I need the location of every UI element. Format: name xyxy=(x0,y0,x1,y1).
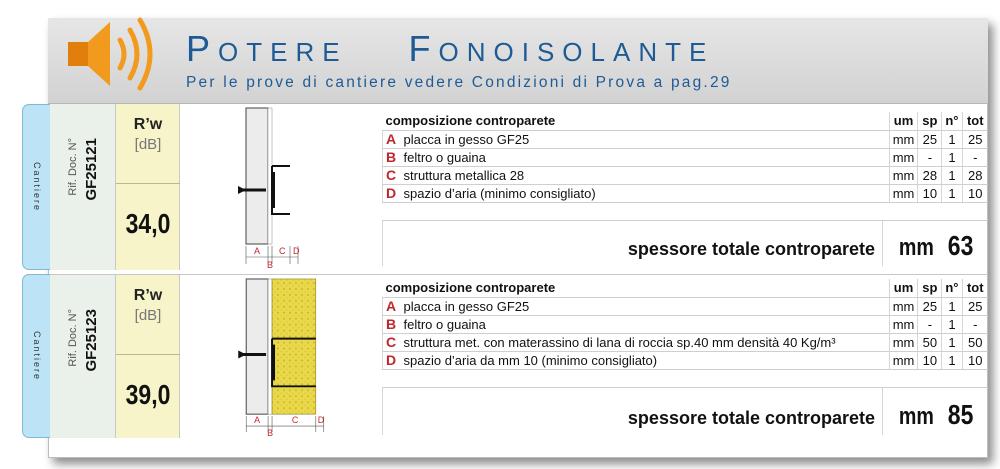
speaker-icon xyxy=(62,12,162,96)
rw-label: R’w xyxy=(133,287,163,304)
table-header-row xyxy=(383,279,989,297)
table-row: C struttura met. con materassino di lana di roccia sp.40 mm densità 40 Kg/m³ mm 50 1 50 xyxy=(383,333,989,351)
wall-section-drawing xyxy=(180,104,382,270)
table-row: B feltro o guaina mm - 1 - xyxy=(383,148,989,166)
total-row xyxy=(382,387,988,435)
tab-cantiere-1[interactable] xyxy=(22,104,50,270)
header-title: composizione controparete xyxy=(383,279,890,297)
wall-row-1 xyxy=(50,104,988,270)
dim-label-c: C xyxy=(291,415,299,426)
composition-table xyxy=(382,279,988,370)
tab-label: Cantiere xyxy=(32,161,42,213)
table-row: C struttura metallica 28 mm 28 1 28 xyxy=(383,166,989,184)
total-row xyxy=(382,220,988,266)
total-value: mm 63 xyxy=(882,221,988,266)
ref-label: Rif. Doc. N° xyxy=(66,138,79,196)
dim-label-a: A xyxy=(254,415,261,426)
header-tot: tot xyxy=(962,279,988,297)
total-label: spessore totale controparete xyxy=(627,408,875,428)
ref-cell xyxy=(50,104,116,270)
header-sp: sp xyxy=(918,112,942,130)
header-title: composizione controparete xyxy=(383,112,890,130)
table-row: A placca in gesso GF25 mm 25 1 25 xyxy=(383,297,989,315)
table-row: A placca in gesso GF25 mm 25 1 25 xyxy=(383,130,989,148)
rw-value: 34,0 xyxy=(125,208,171,239)
rw-unit: [dB] xyxy=(134,136,162,153)
tab-label: Cantiere xyxy=(32,330,42,382)
dim-label-b: B xyxy=(267,428,274,438)
ref-code: GF25121 xyxy=(82,138,100,201)
rw-cell xyxy=(116,275,180,438)
page-subtitle: Per le prove di cantiere vedere Condizioni di Prova a pag.29 xyxy=(186,74,732,91)
header-um: um xyxy=(889,112,918,130)
ref-cell xyxy=(50,275,116,438)
header-n: n° xyxy=(942,279,962,297)
rw-value: 39,0 xyxy=(125,379,171,410)
ref-code: GF25123 xyxy=(82,309,100,372)
total-label: spessore totale controparete xyxy=(627,239,875,259)
table-row: B feltro o guaina mm - 1 - xyxy=(383,315,989,333)
wall-section-drawing xyxy=(180,275,382,438)
table-row: D spazio d’aria (minimo consigliato) mm 10 1 10 xyxy=(383,184,989,202)
composition-table xyxy=(382,112,988,203)
rw-label: R’w xyxy=(133,116,163,133)
rw-unit: [dB] xyxy=(134,307,162,324)
dim-label-c: C xyxy=(279,246,286,256)
header-tot: tot xyxy=(962,112,988,130)
rw-cell xyxy=(116,104,180,270)
tab-cantiere-2[interactable] xyxy=(22,274,50,438)
dim-label-b: B xyxy=(267,260,274,270)
dim-label-d: D xyxy=(293,246,300,256)
table-header-row xyxy=(383,112,989,130)
header-um: um xyxy=(889,279,918,297)
header-sp: sp xyxy=(918,279,942,297)
page-title: POTERE FONOISOLANTE xyxy=(186,28,715,69)
table-row: D spazio d’aria da mm 10 (minimo consigliato) mm 10 1 10 xyxy=(383,351,989,369)
wall-row-2 xyxy=(50,274,988,438)
dim-label-d: D xyxy=(317,415,325,426)
header-n: n° xyxy=(942,112,962,130)
ref-label: Rif. Doc. N° xyxy=(66,309,79,367)
dim-label-a: A xyxy=(254,246,261,256)
total-value: mm 85 xyxy=(882,388,988,435)
